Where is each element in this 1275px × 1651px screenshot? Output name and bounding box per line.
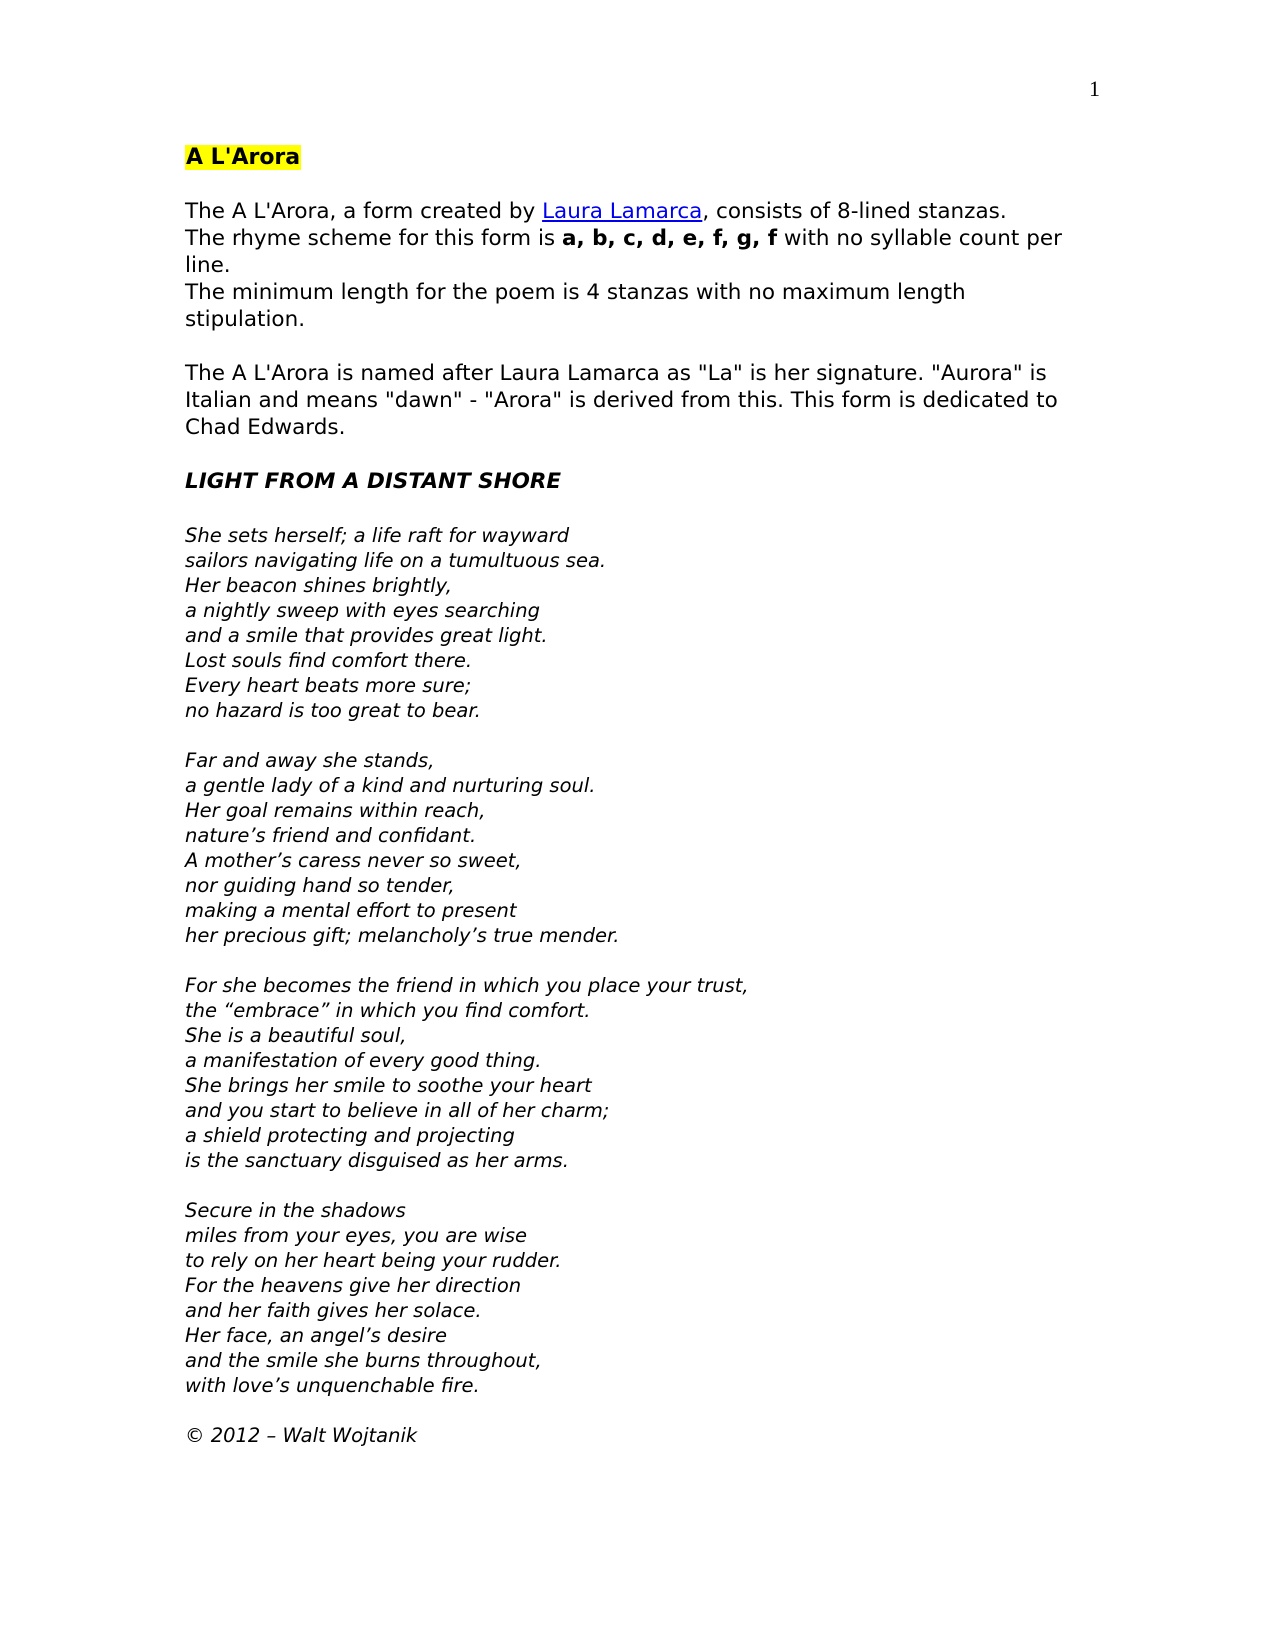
poem-line: She sets herself; a life raft for wayward: [185, 524, 570, 547]
poem-line: Her face, an angel’s desire: [185, 1324, 447, 1347]
poem-line: a nightly sweep with eyes searching: [185, 599, 540, 622]
stanza-4: [185, 1198, 1085, 1398]
poem-line: a manifestation of every good thing.: [185, 1049, 542, 1072]
poem-line: her precious gift; melancholy’s true mender.: [185, 924, 620, 947]
poem-line: Every heart beats more sure;: [185, 674, 472, 697]
poem-line: and you start to believe in all of her charm;: [185, 1099, 610, 1122]
poem-line: and the smile she burns throughout,: [185, 1349, 542, 1372]
poem-line: For the heavens give her direction: [185, 1274, 522, 1297]
poem-title: LIGHT FROM A DISTANT SHORE: [185, 469, 562, 494]
stanza-1: [185, 523, 1085, 723]
poem: [185, 523, 1085, 1448]
intro-paragraph: [185, 198, 1085, 333]
poem-line: sailors navigating life on a tumultuous sea.: [185, 549, 607, 572]
page-number: 1: [1089, 76, 1100, 101]
highlighted-title: A L'Arora: [186, 145, 301, 170]
author-link[interactable]: Laura Lamarca: [542, 199, 703, 224]
poem-line: miles from your eyes, you are wise: [185, 1224, 528, 1247]
stanza-3: [185, 973, 1085, 1173]
poem-line: Her goal remains within reach,: [185, 799, 486, 822]
copyright-notice: © 2012 – Walt Wojtanik: [185, 1424, 418, 1447]
poem-line: and her faith gives her solace.: [185, 1299, 482, 1322]
poem-line: Her beacon shines brightly,: [185, 574, 452, 597]
naming-paragraph: The A L'Arora is named after Laura Lamarca as "La" is her signature. "Aurora" is Italian and means "dawn" - "Arora" is derived from this. This form is dedicated to Chad Edwards.: [185, 361, 1058, 440]
poem-line: a gentle lady of a kind and nurturing soul.: [185, 774, 596, 797]
document-body: [185, 144, 1085, 1448]
poem-line: with love’s unquenchable fire.: [185, 1374, 480, 1397]
poem-line: nature’s friend and confidant.: [185, 824, 477, 847]
intro-line-3: The minimum length for the poem is 4 stanzas with no maximum length stipulation.: [185, 280, 966, 332]
poem-line: Far and away she stands,: [185, 749, 435, 772]
rhyme-scheme: a, b, c, d, e, f, g, f: [561, 226, 778, 251]
poem-line: to rely on her heart being your rudder.: [185, 1249, 562, 1272]
poem-line: Lost souls find comfort there.: [185, 649, 473, 672]
intro-line-2: The rhyme scheme for this form is a, b, c, d, e, f, g, f with no syllable count per line.: [185, 226, 1062, 278]
poem-line: is the sanctuary disguised as her arms.: [185, 1149, 569, 1172]
poem-line: For she becomes the friend in which you place your trust,: [185, 974, 749, 997]
poem-line: the “embrace” in which you find comfort.: [185, 999, 591, 1022]
poem-line: and a smile that provides great light.: [185, 624, 548, 647]
intro-line-1: The A L'Arora, a form created by Laura Lamarca, consists of 8-lined stanzas.: [185, 199, 1007, 224]
page-title: [185, 144, 1085, 172]
poem-line: She is a beautiful soul,: [185, 1024, 407, 1047]
poem-line: a shield protecting and projecting: [185, 1124, 515, 1147]
stanza-2: [185, 748, 1085, 948]
poem-line: She brings her smile to soothe your heart: [185, 1074, 592, 1097]
poem-line: no hazard is too great to bear.: [185, 699, 481, 722]
poem-line: making a mental effort to present: [185, 899, 517, 922]
poem-line: Secure in the shadows: [185, 1199, 406, 1222]
poem-line: nor guiding hand so tender,: [185, 874, 455, 897]
poem-line: A mother’s caress never so sweet,: [185, 849, 522, 872]
